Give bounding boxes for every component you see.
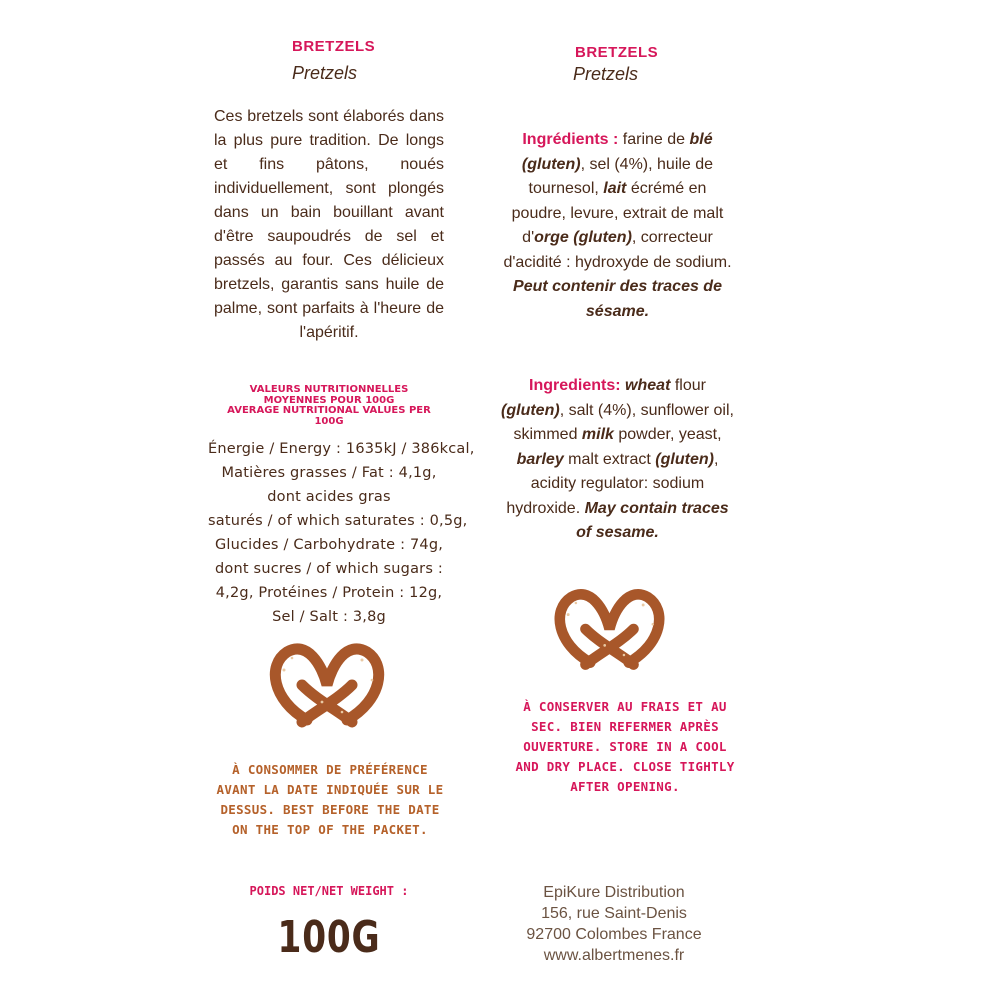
nutrition-header — [214, 385, 444, 427]
nutrition-line: Énergie / Energy : 1635kJ / 386kcal, — [208, 441, 475, 457]
left-description: Ces bretzels sont élaborés dans la plus pure tradition. De longs et fins pâtons, noués individuellement, sont plongés dans un bain bouillant avant d'être saupoudrés de sel et passés au four. Ces délicieux bretzels, garantis sans huile de palme, sont parfaits à l'heure de l'apéritif. — [214, 108, 444, 341]
left-title-en: Pretzels — [292, 63, 358, 83]
ingredients-text: malt extract — [563, 450, 656, 468]
nutrition-header-line: 100G — [314, 415, 344, 427]
left-title-fr: BRETZELS — [292, 38, 376, 55]
nutrition-line: dont acides gras — [267, 489, 391, 505]
ingredients-text: , correcteur d'acidité : hydroxyde de sodium. — [503, 229, 732, 271]
notice-line: AND DRY PLACE. CLOSE TIGHTLY — [515, 759, 735, 774]
net-weight-value: 100G — [277, 912, 381, 963]
notice-line: AFTER OPENING. — [570, 779, 680, 794]
nutrition-line: Glucides / Carbohydrate : 74g, — [214, 537, 444, 553]
ingredients-text: flour — [670, 377, 706, 394]
ingredients-text: écrémé en poudre, levure, extrait de malt d' — [511, 180, 724, 246]
right-title-fr: BRETZELS — [575, 44, 659, 61]
allergen: lait — [603, 180, 627, 197]
net-weight-label: POIDS NET/NET WEIGHT : — [249, 884, 409, 898]
allergen: (gluten) — [655, 450, 714, 468]
notice-line: À CONSOMMER DE PRÉFÉRENCE — [232, 762, 428, 777]
notice-line: SEC. BIEN REFERMER APRÈS — [531, 719, 719, 734]
ingredients-text: , salt (4%), sunflower oil, skimmed — [513, 401, 734, 443]
notice-line: DESSUS. BEST BEFORE THE DATE — [220, 802, 440, 817]
allergen: (gluten) — [501, 401, 560, 419]
ingredients-text: powder, yeast, — [613, 426, 722, 443]
website-link: www.albertmenes.fr — [543, 947, 685, 964]
ingredients-text: , acidity regulator: sodium hydroxide. — [506, 450, 719, 517]
allergen: milk — [581, 426, 614, 443]
nutrition-line: saturés / of which saturates : 0,5g, — [208, 513, 468, 529]
storage-notice — [495, 697, 755, 797]
notice-line: OUVERTURE. STORE IN A COOL — [523, 739, 727, 754]
ingredients-en — [500, 374, 735, 546]
storage-notice-best-before — [205, 760, 455, 840]
address-line: 92700 Colombes France — [526, 926, 702, 943]
address-line: 156, rue Saint-Denis — [541, 905, 687, 922]
nutrition-header-line: MOYENNES POUR 100G — [263, 394, 395, 406]
allergen-warning: Peut contenir des traces de sésame. — [513, 278, 722, 320]
right-title-en: Pretzels — [573, 64, 639, 84]
ingredients-fr — [500, 128, 735, 324]
ingredients-en-label: Ingredients: — [529, 377, 621, 394]
pretzel-icon — [262, 640, 392, 730]
allergen: orge (gluten) — [534, 229, 632, 246]
notice-line: ON THE TOP OF THE PACKET. — [232, 822, 428, 837]
notice-line: À CONSERVER AU FRAIS ET AU — [523, 699, 727, 714]
ingredients-fr-label: Ingrédients : — [522, 131, 619, 148]
allergen: blé (gluten) — [521, 131, 713, 173]
nutrition-header-line: AVERAGE NUTRITIONAL VALUES PER — [227, 405, 431, 416]
allergen-warning: May contain traces of sesame. — [576, 499, 729, 541]
allergen: barley — [516, 450, 564, 468]
pretzel-icon — [547, 585, 672, 673]
nutrition-line: Sel / Salt : 3,8g — [272, 609, 386, 625]
nutrition-header-line: VALEURS NUTRITIONNELLES — [249, 384, 409, 395]
nutrition-line: Matières grasses / Fat : 4,1g, — [221, 465, 437, 481]
ingredients-text: , sel (4%), huile de tournesol, — [528, 155, 714, 197]
notice-line: AVANT LA DATE INDIQUÉE SUR LE — [216, 782, 444, 797]
allergen: wheat — [625, 377, 671, 394]
nutrition-line: dont sucres / of which sugars : — [215, 561, 443, 577]
address-line: EpiKure Distribution — [543, 884, 685, 901]
nutrition-values — [208, 437, 475, 629]
nutrition-line: 4,2g, Protéines / Protein : 12g, — [215, 585, 443, 601]
ingredients-text: farine de — [618, 131, 690, 148]
distributor-address — [494, 882, 734, 966]
